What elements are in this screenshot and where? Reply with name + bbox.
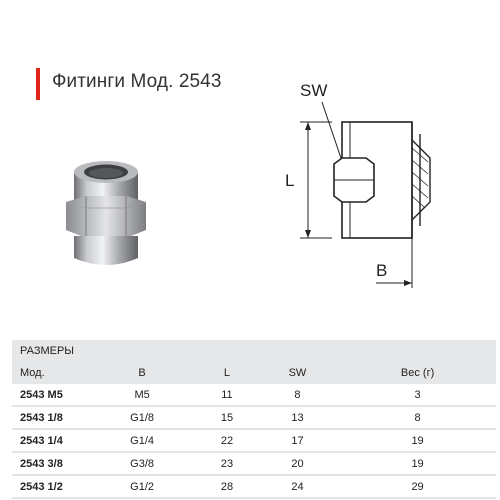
length-cell: 15 — [198, 406, 256, 429]
weight-cell: 19 — [339, 429, 496, 452]
length-cell: 11 — [198, 384, 256, 406]
dimensions-section — [12, 340, 496, 499]
technical-drawing — [270, 78, 470, 298]
thread-cell: G1/8 — [86, 406, 198, 429]
model-cell: 2543 1/2 — [12, 475, 86, 498]
thread-cell: G1/4 — [86, 429, 198, 452]
table-row — [12, 452, 496, 475]
weight-cell: 29 — [339, 475, 496, 498]
fitting-photo — [56, 150, 156, 270]
length-cell: 28 — [198, 475, 256, 498]
model-cell: 2543 1/8 — [12, 406, 86, 429]
thread-cell: G3/8 — [86, 452, 198, 475]
wrench-size-cell: 13 — [256, 406, 339, 429]
title-accent-bar — [36, 68, 40, 100]
table-row — [12, 429, 496, 452]
l-label: L — [285, 171, 295, 190]
length-cell: 23 — [198, 452, 256, 475]
model-cell: 2543 3/8 — [12, 452, 86, 475]
wrench-size-cell: 8 — [256, 384, 339, 406]
length-cell: 22 — [198, 429, 256, 452]
page-title: Фитинги Мод. 2543 — [52, 71, 222, 92]
table-row — [12, 384, 496, 406]
sw-label: SW — [300, 81, 328, 100]
weight-cell: 19 — [339, 452, 496, 475]
thread-cell: G1/2 — [86, 475, 198, 498]
column-header: L — [198, 362, 256, 384]
section-title: РАЗМЕРЫ — [12, 340, 496, 362]
dimensions-table — [12, 362, 496, 499]
column-header: Вес (г) — [339, 362, 496, 384]
column-header: B — [86, 362, 198, 384]
column-header: SW — [256, 362, 339, 384]
model-cell: 2543 M5 — [12, 384, 86, 406]
table-header-row — [12, 362, 496, 384]
table-row — [12, 475, 496, 498]
column-header: Мод. — [12, 362, 86, 384]
b-label: B — [376, 261, 388, 280]
weight-cell: 3 — [339, 384, 496, 406]
wrench-size-cell: 24 — [256, 475, 339, 498]
thread-cell: M5 — [86, 384, 198, 406]
table-row — [12, 406, 496, 429]
wrench-size-cell: 20 — [256, 452, 339, 475]
wrench-size-cell: 17 — [256, 429, 339, 452]
weight-cell: 8 — [339, 406, 496, 429]
model-cell: 2543 1/4 — [12, 429, 86, 452]
